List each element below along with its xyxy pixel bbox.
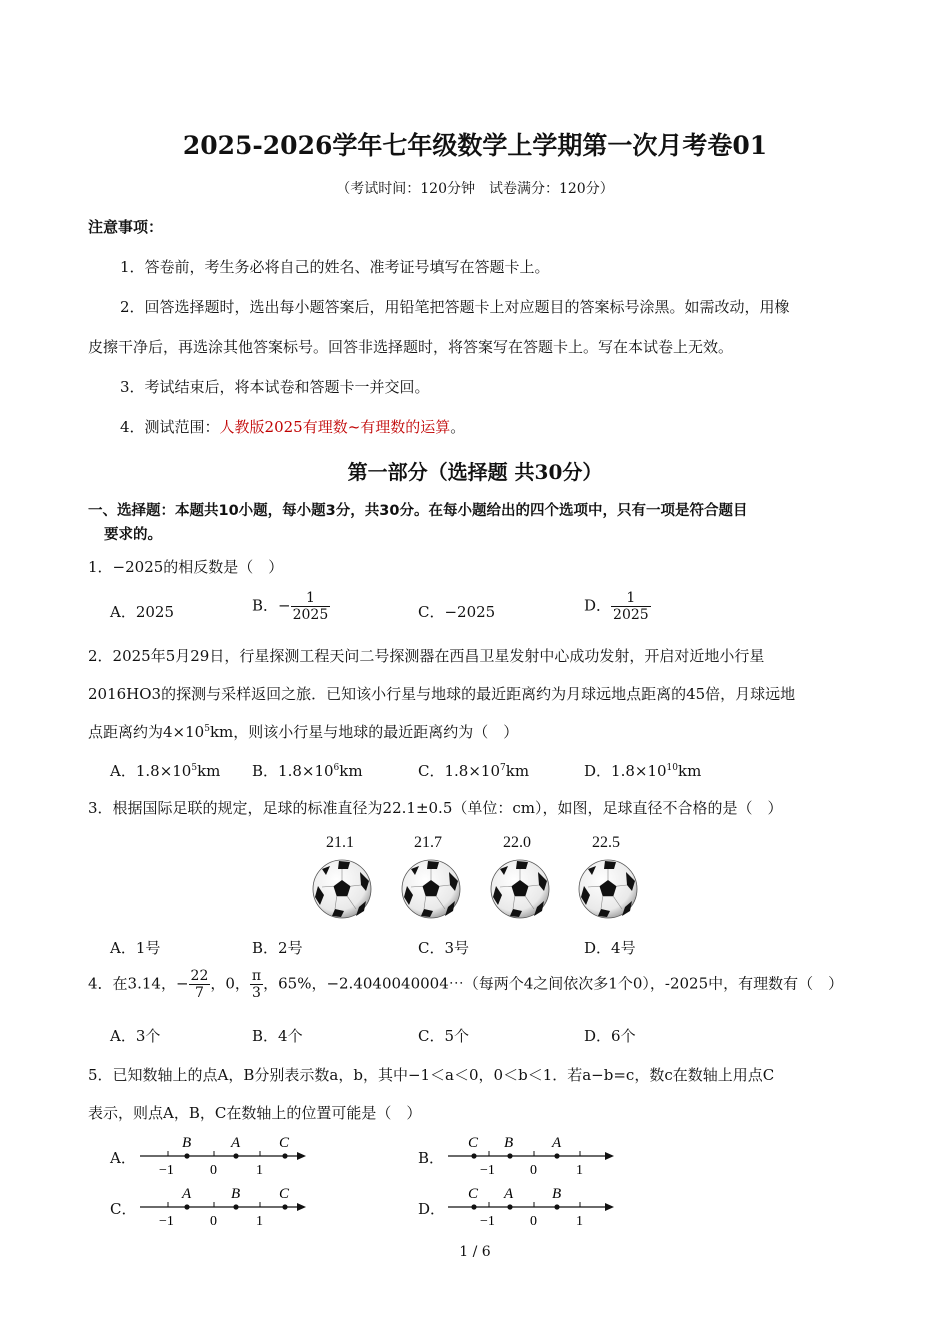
- ball-1-diameter: 21.1: [326, 834, 354, 851]
- tick-1: 1: [256, 1163, 263, 1178]
- q1-b-label: B．: [252, 596, 279, 615]
- q2-option-d: [584, 760, 701, 781]
- q1-option-c: C．−2025: [418, 603, 496, 621]
- point-label-a: A: [182, 1186, 192, 1202]
- q4-option-a: A．3个: [110, 1027, 161, 1045]
- q2-c-base: 1.8×10: [444, 762, 500, 780]
- ball-3-diameter: 22.0: [503, 834, 531, 851]
- tick-neg1: −1: [159, 1214, 174, 1229]
- q2-b-exp: 6: [333, 763, 340, 773]
- soccer-ball-3-icon: [491, 860, 549, 918]
- q4-stem: [88, 968, 843, 1001]
- q2-a-label: A．: [110, 762, 136, 780]
- tick-neg1: −1: [480, 1214, 495, 1229]
- q2-line-3-exp: 5: [204, 724, 210, 734]
- q1-option-b: [252, 590, 330, 623]
- page-number: 1 / 6: [459, 1244, 491, 1260]
- q2-a-base: 1.8×10: [135, 762, 192, 780]
- q2-line-3-post: km，则该小行星与地球的最近距离约为（ ）: [209, 723, 519, 741]
- q2-line-3-pre: 点距离约为: [88, 723, 164, 741]
- part-one-title: 第一部分（选择题 共30分）: [347, 460, 603, 484]
- q4-pre: 4．在3.14，: [88, 974, 176, 993]
- q2-line-2: 2016HO3的探测与采样返回之旅．已知该小行星与地球的最近距离约为月球远地点距离的45倍，月球远地: [88, 685, 796, 703]
- note-4-suffix: 。: [450, 418, 466, 436]
- test-range: 人教版2025有理数~有理数的运算: [219, 418, 451, 436]
- number-line-a: [136, 1130, 311, 1178]
- q5-option-a: A．: [110, 1149, 136, 1167]
- note-3: 3．考试结束后，将本试卷和答题卡一并交回。: [120, 378, 430, 396]
- q2-d-unit: km: [678, 762, 702, 780]
- tick-0: 0: [530, 1214, 537, 1229]
- q1-option-a: A．2025: [110, 603, 175, 621]
- point-label-a: A: [231, 1135, 241, 1151]
- q4-f2-num: π: [251, 968, 262, 984]
- soccer-ball-4-icon: [579, 860, 637, 918]
- ball-2-diameter: 21.7: [414, 834, 442, 851]
- point-label-a: A: [504, 1186, 514, 1202]
- q4-f2-den: 3: [252, 985, 261, 1001]
- ball-4-diameter: 22.5: [592, 834, 620, 851]
- q1-b-den: 2025: [292, 607, 329, 623]
- tick-0: 0: [530, 1163, 537, 1178]
- number-line-d: [444, 1181, 619, 1229]
- q2-option-b: [252, 760, 363, 781]
- q3-option-a: A．1号: [110, 939, 161, 957]
- number-line-c: [136, 1181, 311, 1229]
- tick-0: 0: [210, 1163, 217, 1178]
- soccer-ball-1-icon: [313, 860, 371, 918]
- q4-fraction-1: [189, 968, 211, 1001]
- note-4-prefix: 4．测试范围：: [120, 418, 220, 436]
- q4-f1-num: 22: [190, 968, 209, 984]
- q2-a-unit: km: [197, 762, 221, 780]
- point-label-c: C: [279, 1186, 290, 1202]
- point-label-c: C: [468, 1135, 479, 1151]
- q2-c-exp: 7: [500, 763, 506, 773]
- q4-mid: ，0，: [210, 974, 250, 993]
- soccer-ball-2-icon: [402, 860, 460, 918]
- q2-option-c: [418, 760, 529, 781]
- q4-option-d: D．6个: [584, 1027, 636, 1045]
- q1-d-label: D．: [584, 596, 612, 615]
- note-4: [120, 416, 465, 437]
- point-label-b: B: [504, 1135, 514, 1151]
- tick-neg1: −1: [159, 1163, 174, 1178]
- q1-option-d: [584, 590, 651, 623]
- q2-c-label: C．: [418, 762, 445, 780]
- q4-option-b: B．4个: [252, 1027, 303, 1045]
- note-2a: 2．回答选择题时，选出每小题答案后，用铅笔把答题卡上对应题目的答案标号涂黑。如需改动，用橡: [120, 298, 790, 316]
- q5-option-d: D．: [418, 1200, 446, 1218]
- q5-line-2: 表示，则点A，B，C在数轴上的位置可能是（ ）: [88, 1104, 422, 1122]
- soccer-balls-figure: [300, 856, 650, 922]
- point-label-a: A: [552, 1135, 562, 1151]
- q2-c-unit: km: [505, 762, 530, 780]
- point-label-b: B: [182, 1135, 192, 1151]
- q4-option-c: C．5个: [418, 1027, 470, 1045]
- point-label-b: B: [552, 1186, 562, 1202]
- q1-d-den: 2025: [613, 607, 649, 623]
- q2-d-base: 1.8×10: [611, 762, 667, 780]
- q2-d-label: D．: [584, 762, 612, 780]
- section-instructions-b: 要求的。: [104, 527, 162, 543]
- tick-1: 1: [256, 1214, 263, 1229]
- q1-b-fraction: [291, 590, 331, 623]
- point-label-c: C: [468, 1186, 479, 1202]
- q3-option-d: D．4号: [584, 939, 636, 957]
- q4-fraction-2: [250, 968, 263, 1001]
- q2-b-label: B．: [252, 762, 279, 780]
- q5-option-c: C．: [110, 1200, 137, 1218]
- q4-f1-den: 7: [194, 985, 204, 1001]
- notes-heading: 注意事项：: [88, 218, 164, 236]
- q2-line-3: [88, 721, 518, 742]
- note-2b: 皮擦干净后，再选涂其他答案标号。回答非选择题时，将答案写在答题卡上。写在本试卷上无效。: [88, 338, 734, 356]
- q5-option-b: B．: [418, 1149, 445, 1167]
- q4-post: ，65%，−2.4040040004⋯（每两个4之间依次多1个0），-2025中，有理数有（ ）: [263, 974, 844, 993]
- q2-option-a: [110, 760, 220, 781]
- tick-neg1: −1: [480, 1163, 495, 1178]
- tick-0: 0: [210, 1214, 217, 1229]
- q4-f1-sign: −: [175, 974, 189, 993]
- q1-d-fraction: [611, 590, 651, 623]
- point-label-c: C: [279, 1135, 290, 1151]
- page-title: 2025-2026学年七年级数学上学期第一次月考卷01: [182, 131, 768, 160]
- q3-option-b: B．2号: [252, 939, 303, 957]
- q2-b-unit: km: [339, 762, 363, 780]
- q2-a-exp: 5: [191, 763, 198, 773]
- q3-stem: 3．根据国际足联的规定，足球的标准直径为22.1±0.5（单位：cm），如图，足球直径不合格的是（ ）: [88, 799, 783, 817]
- exam-info: （考试时间：120分钟 试卷满分：120分）: [336, 181, 614, 197]
- q5-line-1: 5．已知数轴上的点A，B分别表示数a，b，其中−1＜a＜0，0＜b＜1．若a−b=c，数c在数轴上用点C: [88, 1066, 775, 1084]
- q1-b-num: 1: [291, 590, 331, 607]
- q2-b-base: 1.8×10: [278, 762, 334, 780]
- number-line-b: [444, 1130, 619, 1178]
- q2-line-1: 2．2025年5月29日，行星探测工程天问二号探测器在西昌卫星发射中心成功发射，开启对近地小行星: [88, 647, 765, 665]
- q1-d-num: 1: [611, 590, 651, 607]
- note-1: 1．答卷前，考生务必将自己的姓名、准考证号填写在答题卡上。: [120, 258, 550, 276]
- tick-1: 1: [576, 1214, 583, 1229]
- section-instructions-a: 一、选择题：本题共10小题，每小题3分，共30分。在每小题给出的四个选项中，只有一项是符合题目: [88, 503, 748, 519]
- q2-d-exp: 10: [666, 763, 678, 773]
- q1-b-sign: −: [278, 596, 291, 615]
- q1-stem: 1．−2025的相反数是（ ）: [88, 558, 284, 576]
- tick-1: 1: [576, 1163, 583, 1178]
- point-label-b: B: [231, 1186, 241, 1202]
- q2-line-3-base: 4×10: [163, 723, 205, 741]
- q3-option-c: C．3号: [418, 939, 470, 957]
